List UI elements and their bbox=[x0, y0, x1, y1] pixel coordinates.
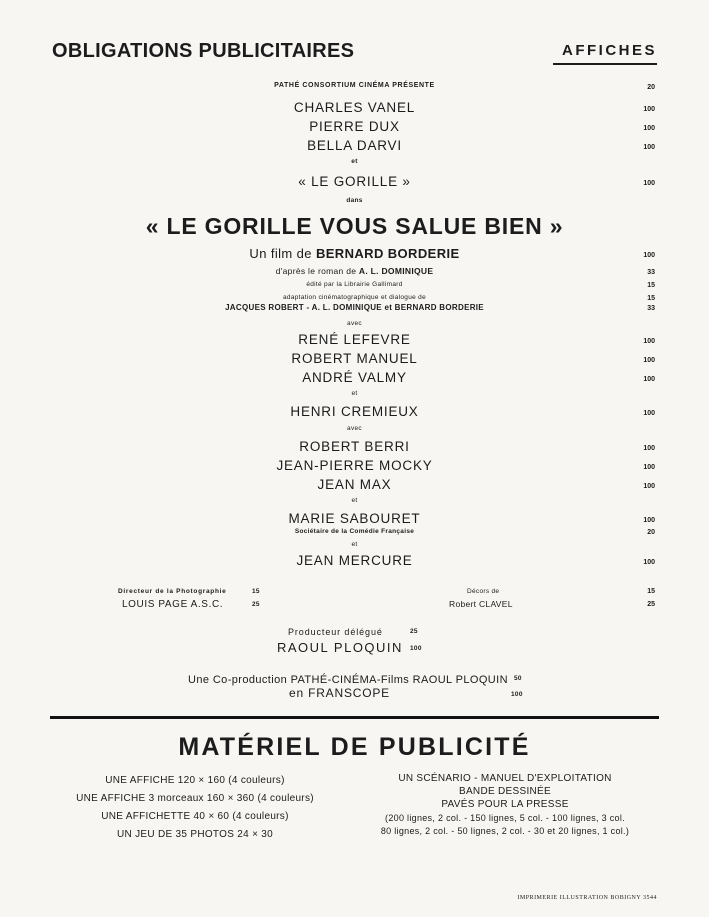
coproduction-line: Une Co-production PATHÉ-CINÉMA-Films RAOUL PLOQUIN bbox=[188, 674, 508, 686]
section-divider bbox=[50, 716, 659, 719]
materiel-title: MATÉRIEL DE PUBLICITÉ bbox=[178, 733, 531, 761]
percentage: 100 bbox=[643, 376, 655, 383]
percentage: 100 bbox=[410, 645, 422, 652]
photo-director-name: LOUIS PAGE A.S.C. bbox=[122, 599, 224, 610]
percentage: 100 bbox=[643, 357, 655, 364]
cast-name: HENRI CREMIEUX bbox=[290, 404, 419, 419]
connector-et: et bbox=[351, 158, 358, 165]
materiel-left-item: UNE AFFICHE 3 morceaux 160 × 360 (4 couleurs) bbox=[76, 793, 314, 804]
header-affiches: AFFICHES bbox=[562, 42, 657, 59]
connector-dans: dans bbox=[346, 197, 363, 204]
cast-name: JEAN-PIERRE MOCKY bbox=[276, 458, 433, 473]
character-name: « LE GORILLE » bbox=[298, 174, 411, 189]
star-name: BELLA DARVI bbox=[307, 138, 402, 153]
connector-avec: avec bbox=[347, 425, 362, 432]
percentage: 100 bbox=[643, 559, 655, 566]
cast-name: ANDRÉ VALMY bbox=[302, 370, 407, 385]
writers-line: JACQUES ROBERT - A. L. DOMINIQUE et BERNARD BORDERIE bbox=[225, 303, 484, 312]
percentage: 15 bbox=[647, 588, 655, 595]
materiel-right-item: (200 lignes, 2 col. - 150 lignes, 5 col. - 100 lignes, 3 col. bbox=[385, 813, 625, 823]
cast-name: MARIE SABOURET bbox=[288, 511, 421, 526]
materiel-left-item: UN JEU DE 35 PHOTOS 24 × 30 bbox=[116, 829, 274, 840]
connector-avec: avec bbox=[347, 320, 362, 327]
header-obligations: OBLIGATIONS PUBLICITAIRES bbox=[52, 40, 355, 62]
connector-et: et bbox=[351, 541, 358, 548]
percentage: 100 bbox=[643, 464, 655, 471]
format-line: en FRANSCOPE bbox=[289, 686, 390, 700]
percentage: 33 bbox=[647, 305, 655, 312]
percentage: 50 bbox=[514, 675, 522, 682]
film-title: « LE GORILLE VOUS SALUE BIEN » bbox=[145, 213, 564, 239]
percentage: 25 bbox=[410, 628, 418, 635]
decors-name: Robert CLAVEL bbox=[449, 599, 513, 609]
percentage: 15 bbox=[252, 588, 260, 595]
cast-name: ROBERT MANUEL bbox=[291, 351, 418, 366]
materiel-left-item: UNE AFFICHETTE 40 × 60 (4 couleurs) bbox=[101, 811, 289, 822]
percentage: 100 bbox=[643, 180, 655, 187]
presenter-line: PATHÉ CONSORTIUM CINÉMA PRÉSENTE bbox=[274, 82, 435, 89]
percentage: 15 bbox=[647, 295, 655, 302]
percentage: 100 bbox=[511, 691, 523, 698]
materiel-left-item: UNE AFFICHE 120 × 160 (4 couleurs) bbox=[105, 775, 285, 786]
percentage: 100 bbox=[643, 106, 655, 113]
decors-label: Décors de bbox=[467, 588, 500, 595]
director-prefix: Un film de bbox=[249, 246, 316, 261]
printer-imprint: IMPRIMERIE ILLUSTRATION BOBIGNY 3544 bbox=[517, 895, 657, 901]
percentage: 25 bbox=[252, 601, 260, 608]
publisher-line: édité par la Librairie Gallimard bbox=[306, 281, 403, 288]
percentage: 100 bbox=[643, 445, 655, 452]
materiel-right-item: UN SCÉNARIO - MANUEL D'EXPLOITATION bbox=[398, 773, 612, 784]
photo-director-label: Directeur de la Photographie bbox=[118, 588, 227, 595]
cast-name: JEAN MERCURE bbox=[296, 553, 413, 568]
percentage: 100 bbox=[643, 144, 655, 151]
percentage: 100 bbox=[643, 338, 655, 345]
novel-line bbox=[0, 266, 709, 276]
materiel-right-item: BANDE DESSINÉE bbox=[458, 786, 551, 797]
header-underline bbox=[553, 63, 657, 65]
star-name: CHARLES VANEL bbox=[293, 100, 416, 115]
connector-et: et bbox=[351, 497, 358, 504]
director-line bbox=[0, 246, 709, 261]
percentage: 100 bbox=[643, 483, 655, 490]
percentage: 100 bbox=[643, 125, 655, 132]
percentage: 20 bbox=[647, 84, 655, 91]
cast-name: JEAN MAX bbox=[317, 477, 392, 492]
percentage: 100 bbox=[643, 410, 655, 417]
percentage: 33 bbox=[647, 269, 655, 276]
percentage: 100 bbox=[643, 252, 655, 259]
materiel-right-item: PAVÉS POUR LA PRESSE bbox=[441, 799, 569, 810]
percentage: 15 bbox=[647, 282, 655, 289]
percentage: 25 bbox=[647, 601, 655, 608]
connector-et: et bbox=[351, 390, 358, 397]
cast-name: RENÉ LEFEVRE bbox=[298, 332, 411, 347]
materiel-right-item: 80 lignes, 2 col. - 50 lignes, 2 col. - 30 et 20 lignes, 1 col.) bbox=[380, 826, 630, 836]
novel-author: A. L. DOMINIQUE bbox=[358, 266, 434, 276]
percentage: 20 bbox=[647, 529, 655, 536]
percentage: 100 bbox=[643, 517, 655, 524]
producer-name: RAOUL PLOQUIN bbox=[277, 640, 403, 655]
star-name: PIERRE DUX bbox=[309, 119, 400, 134]
cast-name: ROBERT BERRI bbox=[299, 439, 410, 454]
producer-label: Producteur délégué bbox=[288, 627, 383, 637]
adaptation-line: adaptation cinématographique et dialogue de bbox=[282, 294, 426, 301]
novel-prefix: d'après le roman de bbox=[275, 266, 359, 276]
comedie-francaise-line: Sociétaire de la Comédie Française bbox=[294, 528, 415, 535]
director-name: BERNARD BORDERIE bbox=[315, 246, 460, 261]
